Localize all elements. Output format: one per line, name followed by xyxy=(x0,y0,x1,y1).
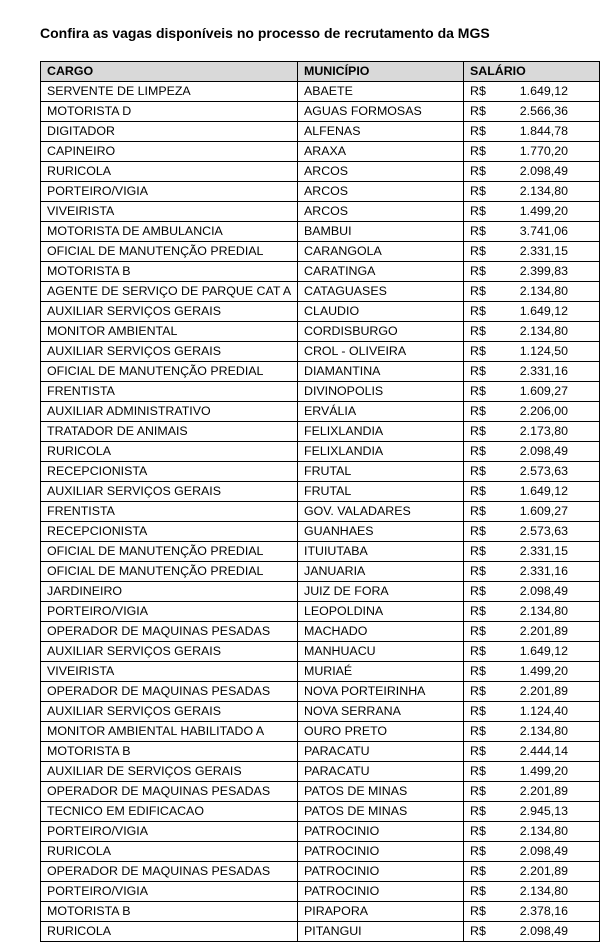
salario-cell xyxy=(464,122,600,142)
salario-cell xyxy=(464,202,600,222)
salary-amount: 2.201,89 xyxy=(519,684,568,698)
salary-amount: 2.573,63 xyxy=(519,464,568,478)
municipio-cell: PITANGUI xyxy=(298,922,464,942)
salario-cell xyxy=(464,782,600,802)
cargo-cell: RURICOLA xyxy=(41,162,298,182)
currency-symbol: R$ xyxy=(470,664,486,678)
salario-cell xyxy=(464,722,600,742)
cargo-cell: FRENTISTA xyxy=(41,502,298,522)
salary-amount: 2.444,14 xyxy=(519,744,568,758)
salario-cell xyxy=(464,922,600,942)
municipio-cell: PATOS DE MINAS xyxy=(298,802,464,822)
header-salario: SALÁRIO xyxy=(464,62,600,82)
salary-amount: 1.649,12 xyxy=(519,484,568,498)
salario-cell xyxy=(464,442,600,462)
cargo-cell: VIVEIRISTA xyxy=(41,202,298,222)
cargo-cell: TECNICO EM EDIFICACAO xyxy=(41,802,298,822)
currency-symbol: R$ xyxy=(470,524,486,538)
municipio-cell: AGUAS FORMOSAS xyxy=(298,102,464,122)
municipio-cell: ABAETE xyxy=(298,82,464,102)
table-row xyxy=(41,222,600,242)
table-row xyxy=(41,182,600,202)
municipio-cell: PATROCINIO xyxy=(298,882,464,902)
municipio-cell: PARACATU xyxy=(298,762,464,782)
salary-amount: 1.499,20 xyxy=(519,664,568,678)
table-row xyxy=(41,702,600,722)
cargo-cell: OPERADOR DE MAQUINAS PESADAS xyxy=(41,682,298,702)
currency-symbol: R$ xyxy=(470,484,486,498)
cargo-cell: OFICIAL DE MANUTENÇÃO PREDIAL xyxy=(41,242,298,262)
table-row xyxy=(41,242,600,262)
municipio-cell: ARCOS xyxy=(298,182,464,202)
table-row xyxy=(41,822,600,842)
currency-symbol: R$ xyxy=(470,184,486,198)
salario-cell xyxy=(464,882,600,902)
cargo-cell: DIGITADOR xyxy=(41,122,298,142)
table-row xyxy=(41,482,600,502)
salario-cell xyxy=(464,162,600,182)
municipio-cell: JANUARIA xyxy=(298,562,464,582)
currency-symbol: R$ xyxy=(470,784,486,798)
salary-amount: 2.098,49 xyxy=(519,584,568,598)
municipio-cell: CARANGOLA xyxy=(298,242,464,262)
salario-cell xyxy=(464,802,600,822)
salario-cell xyxy=(464,302,600,322)
cargo-cell: MOTORISTA DE AMBULANCIA xyxy=(41,222,298,242)
currency-symbol: R$ xyxy=(470,324,486,338)
cargo-cell: VIVEIRISTA xyxy=(41,662,298,682)
cargo-cell: AGENTE DE SERVIÇO DE PARQUE CAT A xyxy=(41,282,298,302)
currency-symbol: R$ xyxy=(470,244,486,258)
table-row xyxy=(41,402,600,422)
currency-symbol: R$ xyxy=(470,204,486,218)
salario-cell xyxy=(464,222,600,242)
salario-cell xyxy=(464,482,600,502)
salary-amount: 2.331,15 xyxy=(519,244,568,258)
salario-cell xyxy=(464,862,600,882)
table-row xyxy=(41,502,600,522)
table-row xyxy=(41,82,600,102)
currency-symbol: R$ xyxy=(470,764,486,778)
salary-amount: 2.399,83 xyxy=(519,264,568,278)
salario-cell xyxy=(464,322,600,342)
cargo-cell: RURICOLA xyxy=(41,922,298,942)
salario-cell xyxy=(464,602,600,622)
currency-symbol: R$ xyxy=(470,904,486,918)
cargo-cell: RECEPCIONISTA xyxy=(41,462,298,482)
municipio-cell: JUIZ DE FORA xyxy=(298,582,464,602)
salary-amount: 2.134,80 xyxy=(519,884,568,898)
salario-cell xyxy=(464,182,600,202)
currency-symbol: R$ xyxy=(470,264,486,278)
currency-symbol: R$ xyxy=(470,884,486,898)
currency-symbol: R$ xyxy=(470,284,486,298)
table-row xyxy=(41,922,600,942)
currency-symbol: R$ xyxy=(470,824,486,838)
table-row xyxy=(41,302,600,322)
table-row xyxy=(41,862,600,882)
cargo-cell: OFICIAL DE MANUTENÇÃO PREDIAL xyxy=(41,362,298,382)
cargo-cell: RURICOLA xyxy=(41,842,298,862)
municipio-cell: MANHUACU xyxy=(298,642,464,662)
municipio-cell: PATOS DE MINAS xyxy=(298,782,464,802)
table-row xyxy=(41,202,600,222)
table-row xyxy=(41,262,600,282)
cargo-cell: OFICIAL DE MANUTENÇÃO PREDIAL xyxy=(41,542,298,562)
cargo-cell: OPERADOR DE MAQUINAS PESADAS xyxy=(41,782,298,802)
salario-cell xyxy=(464,842,600,862)
salario-cell xyxy=(464,342,600,362)
salary-amount: 2.201,89 xyxy=(519,864,568,878)
salario-cell xyxy=(464,702,600,722)
salario-cell xyxy=(464,502,600,522)
cargo-cell: SERVENTE DE LIMPEZA xyxy=(41,82,298,102)
cargo-cell: AUXILIAR DE SERVIÇOS GERAIS xyxy=(41,762,298,782)
salario-cell xyxy=(464,282,600,302)
currency-symbol: R$ xyxy=(470,544,486,558)
vacancies-table xyxy=(40,61,600,942)
municipio-cell: FELIXLANDIA xyxy=(298,442,464,462)
cargo-cell: AUXILIAR SERVIÇOS GERAIS xyxy=(41,702,298,722)
currency-symbol: R$ xyxy=(470,584,486,598)
table-row xyxy=(41,142,600,162)
municipio-cell: ARAXA xyxy=(298,142,464,162)
currency-symbol: R$ xyxy=(470,504,486,518)
cargo-cell: MOTORISTA B xyxy=(41,902,298,922)
table-row xyxy=(41,722,600,742)
municipio-cell: PATROCINIO xyxy=(298,862,464,882)
table-row xyxy=(41,782,600,802)
table-row xyxy=(41,102,600,122)
municipio-cell: ALFENAS xyxy=(298,122,464,142)
cargo-cell: MOTORISTA D xyxy=(41,102,298,122)
currency-symbol: R$ xyxy=(470,924,486,938)
table-row xyxy=(41,122,600,142)
salary-amount: 2.134,80 xyxy=(519,284,568,298)
salario-cell xyxy=(464,822,600,842)
municipio-cell: PATROCINIO xyxy=(298,822,464,842)
municipio-cell: LEOPOLDINA xyxy=(298,602,464,622)
table-row xyxy=(41,522,600,542)
table-row xyxy=(41,282,600,302)
municipio-cell: DIAMANTINA xyxy=(298,362,464,382)
cargo-cell: MOTORISTA B xyxy=(41,262,298,282)
salary-amount: 2.173,80 xyxy=(519,424,568,438)
currency-symbol: R$ xyxy=(470,804,486,818)
table-row xyxy=(41,762,600,782)
cargo-cell: OFICIAL DE MANUTENÇÃO PREDIAL xyxy=(41,562,298,582)
salario-cell xyxy=(464,82,600,102)
salario-cell xyxy=(464,262,600,282)
municipio-cell: CATAGUASES xyxy=(298,282,464,302)
currency-symbol: R$ xyxy=(470,424,486,438)
municipio-cell: PATROCINIO xyxy=(298,842,464,862)
salary-amount: 2.331,15 xyxy=(519,544,568,558)
table-body xyxy=(41,82,600,942)
municipio-cell: CROL - OLIVEIRA xyxy=(298,342,464,362)
cargo-cell: AUXILIAR ADMINISTRATIVO xyxy=(41,402,298,422)
salario-cell xyxy=(464,742,600,762)
municipio-cell: FRUTAL xyxy=(298,482,464,502)
table-row xyxy=(41,442,600,462)
cargo-cell: PORTEIRO/VIGIA xyxy=(41,182,298,202)
salario-cell xyxy=(464,582,600,602)
municipio-cell: ARCOS xyxy=(298,202,464,222)
currency-symbol: R$ xyxy=(470,624,486,638)
salary-amount: 2.134,80 xyxy=(519,324,568,338)
cargo-cell: FRENTISTA xyxy=(41,382,298,402)
table-row xyxy=(41,462,600,482)
municipio-cell: ARCOS xyxy=(298,162,464,182)
currency-symbol: R$ xyxy=(470,704,486,718)
table-row xyxy=(41,682,600,702)
cargo-cell: AUXILIAR SERVIÇOS GERAIS xyxy=(41,482,298,502)
cargo-cell: OPERADOR DE MAQUINAS PESADAS xyxy=(41,622,298,642)
salario-cell xyxy=(464,462,600,482)
salary-amount: 2.134,80 xyxy=(519,604,568,618)
salary-amount: 2.573,63 xyxy=(519,524,568,538)
currency-symbol: R$ xyxy=(470,844,486,858)
municipio-cell: ITUIUTABA xyxy=(298,542,464,562)
municipio-cell: GOV. VALADARES xyxy=(298,502,464,522)
cargo-cell: PORTEIRO/VIGIA xyxy=(41,822,298,842)
salary-amount: 2.378,16 xyxy=(519,904,568,918)
salary-amount: 2.201,89 xyxy=(519,784,568,798)
salary-amount: 2.134,80 xyxy=(519,184,568,198)
table-row xyxy=(41,322,600,342)
salario-cell xyxy=(464,682,600,702)
cargo-cell: OPERADOR DE MAQUINAS PESADAS xyxy=(41,862,298,882)
salary-amount: 3.741,06 xyxy=(519,224,568,238)
currency-symbol: R$ xyxy=(470,164,486,178)
salario-cell xyxy=(464,662,600,682)
currency-symbol: R$ xyxy=(470,224,486,238)
cargo-cell: RURICOLA xyxy=(41,442,298,462)
salario-cell xyxy=(464,102,600,122)
municipio-cell: CORDISBURGO xyxy=(298,322,464,342)
table-row xyxy=(41,742,600,762)
table-row xyxy=(41,902,600,922)
currency-symbol: R$ xyxy=(470,344,486,358)
municipio-cell: MACHADO xyxy=(298,622,464,642)
table-row xyxy=(41,882,600,902)
salary-amount: 1.844,78 xyxy=(519,124,568,138)
salario-cell xyxy=(464,642,600,662)
currency-symbol: R$ xyxy=(470,464,486,478)
salary-amount: 1.124,50 xyxy=(519,344,568,358)
salary-amount: 2.945,13 xyxy=(519,804,568,818)
salary-amount: 2.331,16 xyxy=(519,564,568,578)
salario-cell xyxy=(464,902,600,922)
cargo-cell: MOTORISTA B xyxy=(41,742,298,762)
salary-amount: 1.649,12 xyxy=(519,84,568,98)
municipio-cell: FELIXLANDIA xyxy=(298,422,464,442)
municipio-cell: MURIAÉ xyxy=(298,662,464,682)
table-row xyxy=(41,422,600,442)
salary-amount: 2.098,49 xyxy=(519,164,568,178)
salary-amount: 2.134,80 xyxy=(519,724,568,738)
salary-amount: 1.609,27 xyxy=(519,504,568,518)
municipio-cell: NOVA SERRANA xyxy=(298,702,464,722)
salary-amount: 2.134,80 xyxy=(519,824,568,838)
currency-symbol: R$ xyxy=(470,104,486,118)
municipio-cell: BAMBUI xyxy=(298,222,464,242)
municipio-cell: ERVÁLIA xyxy=(298,402,464,422)
salario-cell xyxy=(464,542,600,562)
salary-amount: 1.649,12 xyxy=(519,304,568,318)
header-cargo: CARGO xyxy=(41,62,298,82)
salary-amount: 2.098,49 xyxy=(519,844,568,858)
currency-symbol: R$ xyxy=(470,724,486,738)
currency-symbol: R$ xyxy=(470,564,486,578)
municipio-cell: PARACATU xyxy=(298,742,464,762)
cargo-cell: TRATADOR DE ANIMAIS xyxy=(41,422,298,442)
salario-cell xyxy=(464,402,600,422)
cargo-cell: JARDINEIRO xyxy=(41,582,298,602)
salario-cell xyxy=(464,382,600,402)
table-row xyxy=(41,542,600,562)
page-title: Confira as vagas disponíveis no processo de recrutamento da MGS xyxy=(40,25,490,41)
salary-amount: 2.331,16 xyxy=(519,364,568,378)
municipio-cell: NOVA PORTEIRINHA xyxy=(298,682,464,702)
salario-cell xyxy=(464,522,600,542)
salario-cell xyxy=(464,762,600,782)
salary-amount: 2.566,36 xyxy=(519,104,568,118)
cargo-cell: PORTEIRO/VIGIA xyxy=(41,602,298,622)
cargo-cell: MONITOR AMBIENTAL HABILITADO A xyxy=(41,722,298,742)
table-row xyxy=(41,602,600,622)
salary-amount: 1.609,27 xyxy=(519,384,568,398)
salary-amount: 1.499,20 xyxy=(519,204,568,218)
table-row xyxy=(41,842,600,862)
salario-cell xyxy=(464,622,600,642)
salario-cell xyxy=(464,142,600,162)
currency-symbol: R$ xyxy=(470,864,486,878)
cargo-cell: PORTEIRO/VIGIA xyxy=(41,882,298,902)
cargo-cell: CAPINEIRO xyxy=(41,142,298,162)
currency-symbol: R$ xyxy=(470,444,486,458)
cargo-cell: AUXILIAR SERVIÇOS GERAIS xyxy=(41,302,298,322)
table-header-row xyxy=(41,62,600,82)
cargo-cell: RECEPCIONISTA xyxy=(41,522,298,542)
table-row xyxy=(41,342,600,362)
salary-amount: 1.124,40 xyxy=(519,704,568,718)
table-row xyxy=(41,642,600,662)
salary-amount: 2.206,00 xyxy=(519,404,568,418)
salary-amount: 1.499,20 xyxy=(519,764,568,778)
salary-amount: 2.098,49 xyxy=(519,924,568,938)
table-row xyxy=(41,382,600,402)
table-row xyxy=(41,162,600,182)
salary-amount: 2.201,89 xyxy=(519,624,568,638)
currency-symbol: R$ xyxy=(470,684,486,698)
cargo-cell: MONITOR AMBIENTAL xyxy=(41,322,298,342)
currency-symbol: R$ xyxy=(470,144,486,158)
table-row xyxy=(41,562,600,582)
table-row xyxy=(41,622,600,642)
currency-symbol: R$ xyxy=(470,404,486,418)
municipio-cell: GUANHAES xyxy=(298,522,464,542)
currency-symbol: R$ xyxy=(470,84,486,98)
municipio-cell: FRUTAL xyxy=(298,462,464,482)
currency-symbol: R$ xyxy=(470,604,486,618)
currency-symbol: R$ xyxy=(470,304,486,318)
currency-symbol: R$ xyxy=(470,384,486,398)
municipio-cell: CLAUDIO xyxy=(298,302,464,322)
table-row xyxy=(41,662,600,682)
currency-symbol: R$ xyxy=(470,124,486,138)
municipio-cell: PIRAPORA xyxy=(298,902,464,922)
salary-amount: 1.770,20 xyxy=(519,144,568,158)
salario-cell xyxy=(464,562,600,582)
table-row xyxy=(41,582,600,602)
salary-amount: 1.649,12 xyxy=(519,644,568,658)
currency-symbol: R$ xyxy=(470,644,486,658)
table-row xyxy=(41,802,600,822)
municipio-cell: DIVINOPOLIS xyxy=(298,382,464,402)
header-municipio: MUNICÍPIO xyxy=(298,62,464,82)
cargo-cell: AUXILIAR SERVIÇOS GERAIS xyxy=(41,642,298,662)
salary-amount: 2.098,49 xyxy=(519,444,568,458)
table-row xyxy=(41,362,600,382)
currency-symbol: R$ xyxy=(470,744,486,758)
salario-cell xyxy=(464,422,600,442)
municipio-cell: CARATINGA xyxy=(298,262,464,282)
currency-symbol: R$ xyxy=(470,364,486,378)
salario-cell xyxy=(464,242,600,262)
salario-cell xyxy=(464,362,600,382)
municipio-cell: OURO PRETO xyxy=(298,722,464,742)
cargo-cell: AUXILIAR SERVIÇOS GERAIS xyxy=(41,342,298,362)
